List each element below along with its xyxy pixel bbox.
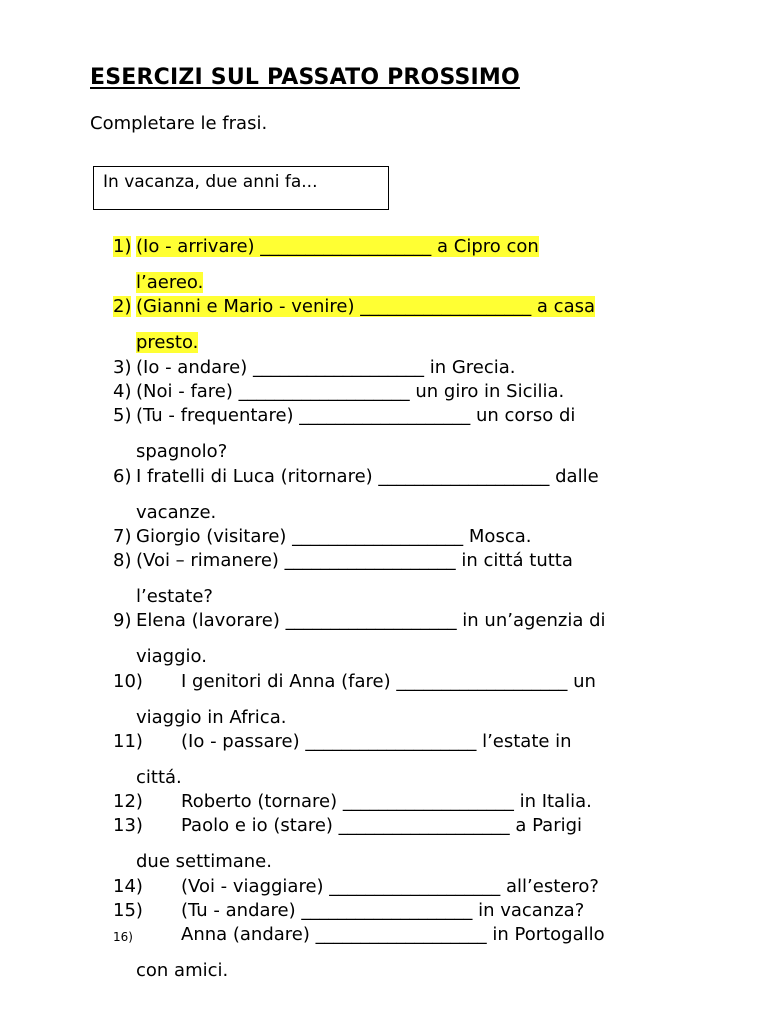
item-number: 1)	[113, 236, 132, 257]
item-number: 11)	[113, 731, 143, 752]
item-text: (Voi - viaggiare) ___________________ all’estero?	[181, 876, 599, 897]
context-box-text: In vacanza, due anni fa...	[103, 172, 318, 192]
item-text-continuation: cittá.	[136, 767, 182, 788]
item-number: 14)	[113, 876, 143, 897]
item-text: Elena (lavorare) ___________________ in un’agenzia di	[136, 610, 606, 631]
item-text-continuation: viaggio in Africa.	[136, 707, 287, 728]
item-text-continuation: viaggio.	[136, 646, 207, 667]
item-text-continuation: con amici.	[136, 960, 229, 981]
page-title: ESERCIZI SUL PASSATO PROSSIMO	[90, 65, 520, 90]
item-number: 7)	[113, 526, 132, 547]
item-text: (Noi - fare) ___________________ un giro in Sicilia.	[136, 381, 565, 402]
item-text: Giorgio (visitare) ___________________ Mosca.	[136, 526, 532, 547]
item-text: I genitori di Anna (fare) ___________________ un	[181, 671, 596, 692]
item-number: 4)	[113, 381, 132, 402]
item-number: 10)	[113, 671, 143, 692]
instruction-text: Completare le frasi.	[90, 113, 268, 134]
context-box	[93, 166, 389, 210]
item-text: Paolo e io (stare) ___________________ a Parigi	[181, 815, 583, 836]
item-number: 16)	[113, 930, 133, 944]
item-number: 12)	[113, 791, 143, 812]
item-number: 8)	[113, 550, 132, 571]
item-text-continuation: l’aereo.	[136, 272, 204, 293]
item-number: 3)	[113, 357, 132, 378]
item-text: (Tu - andare) ___________________ in vacanza?	[181, 900, 585, 921]
item-text: (Tu - frequentare) ___________________ un corso di	[136, 405, 576, 426]
item-number: 2)	[113, 296, 132, 317]
item-number: 15)	[113, 900, 143, 921]
item-text: (Io - passare) ___________________ l’estate in	[181, 731, 572, 752]
item-text: Roberto (tornare) ___________________ in Italia.	[181, 791, 592, 812]
item-text: (Io - andare) ___________________ in Grecia.	[136, 357, 516, 378]
item-number: 9)	[113, 610, 132, 631]
item-number: 5)	[113, 405, 132, 426]
item-number: 6)	[113, 466, 132, 487]
item-text: Anna (andare) ___________________ in Portogallo	[181, 924, 605, 945]
item-text-continuation: presto.	[136, 332, 199, 353]
item-text: (Voi – rimanere) ___________________ in cittá tutta	[136, 550, 573, 571]
item-number: 13)	[113, 815, 143, 836]
item-text: (Gianni e Mario - venire) ___________________ a casa	[136, 296, 596, 317]
item-text-continuation: spagnolo?	[136, 441, 228, 462]
item-text-continuation: l’estate?	[136, 586, 213, 607]
item-text-continuation: due settimane.	[136, 851, 272, 872]
item-text: (Io - arrivare) ___________________ a Cipro con	[136, 236, 539, 257]
item-text-continuation: vacanze.	[136, 502, 217, 523]
item-text: I fratelli di Luca (ritornare) ___________________ dalle	[136, 466, 599, 487]
